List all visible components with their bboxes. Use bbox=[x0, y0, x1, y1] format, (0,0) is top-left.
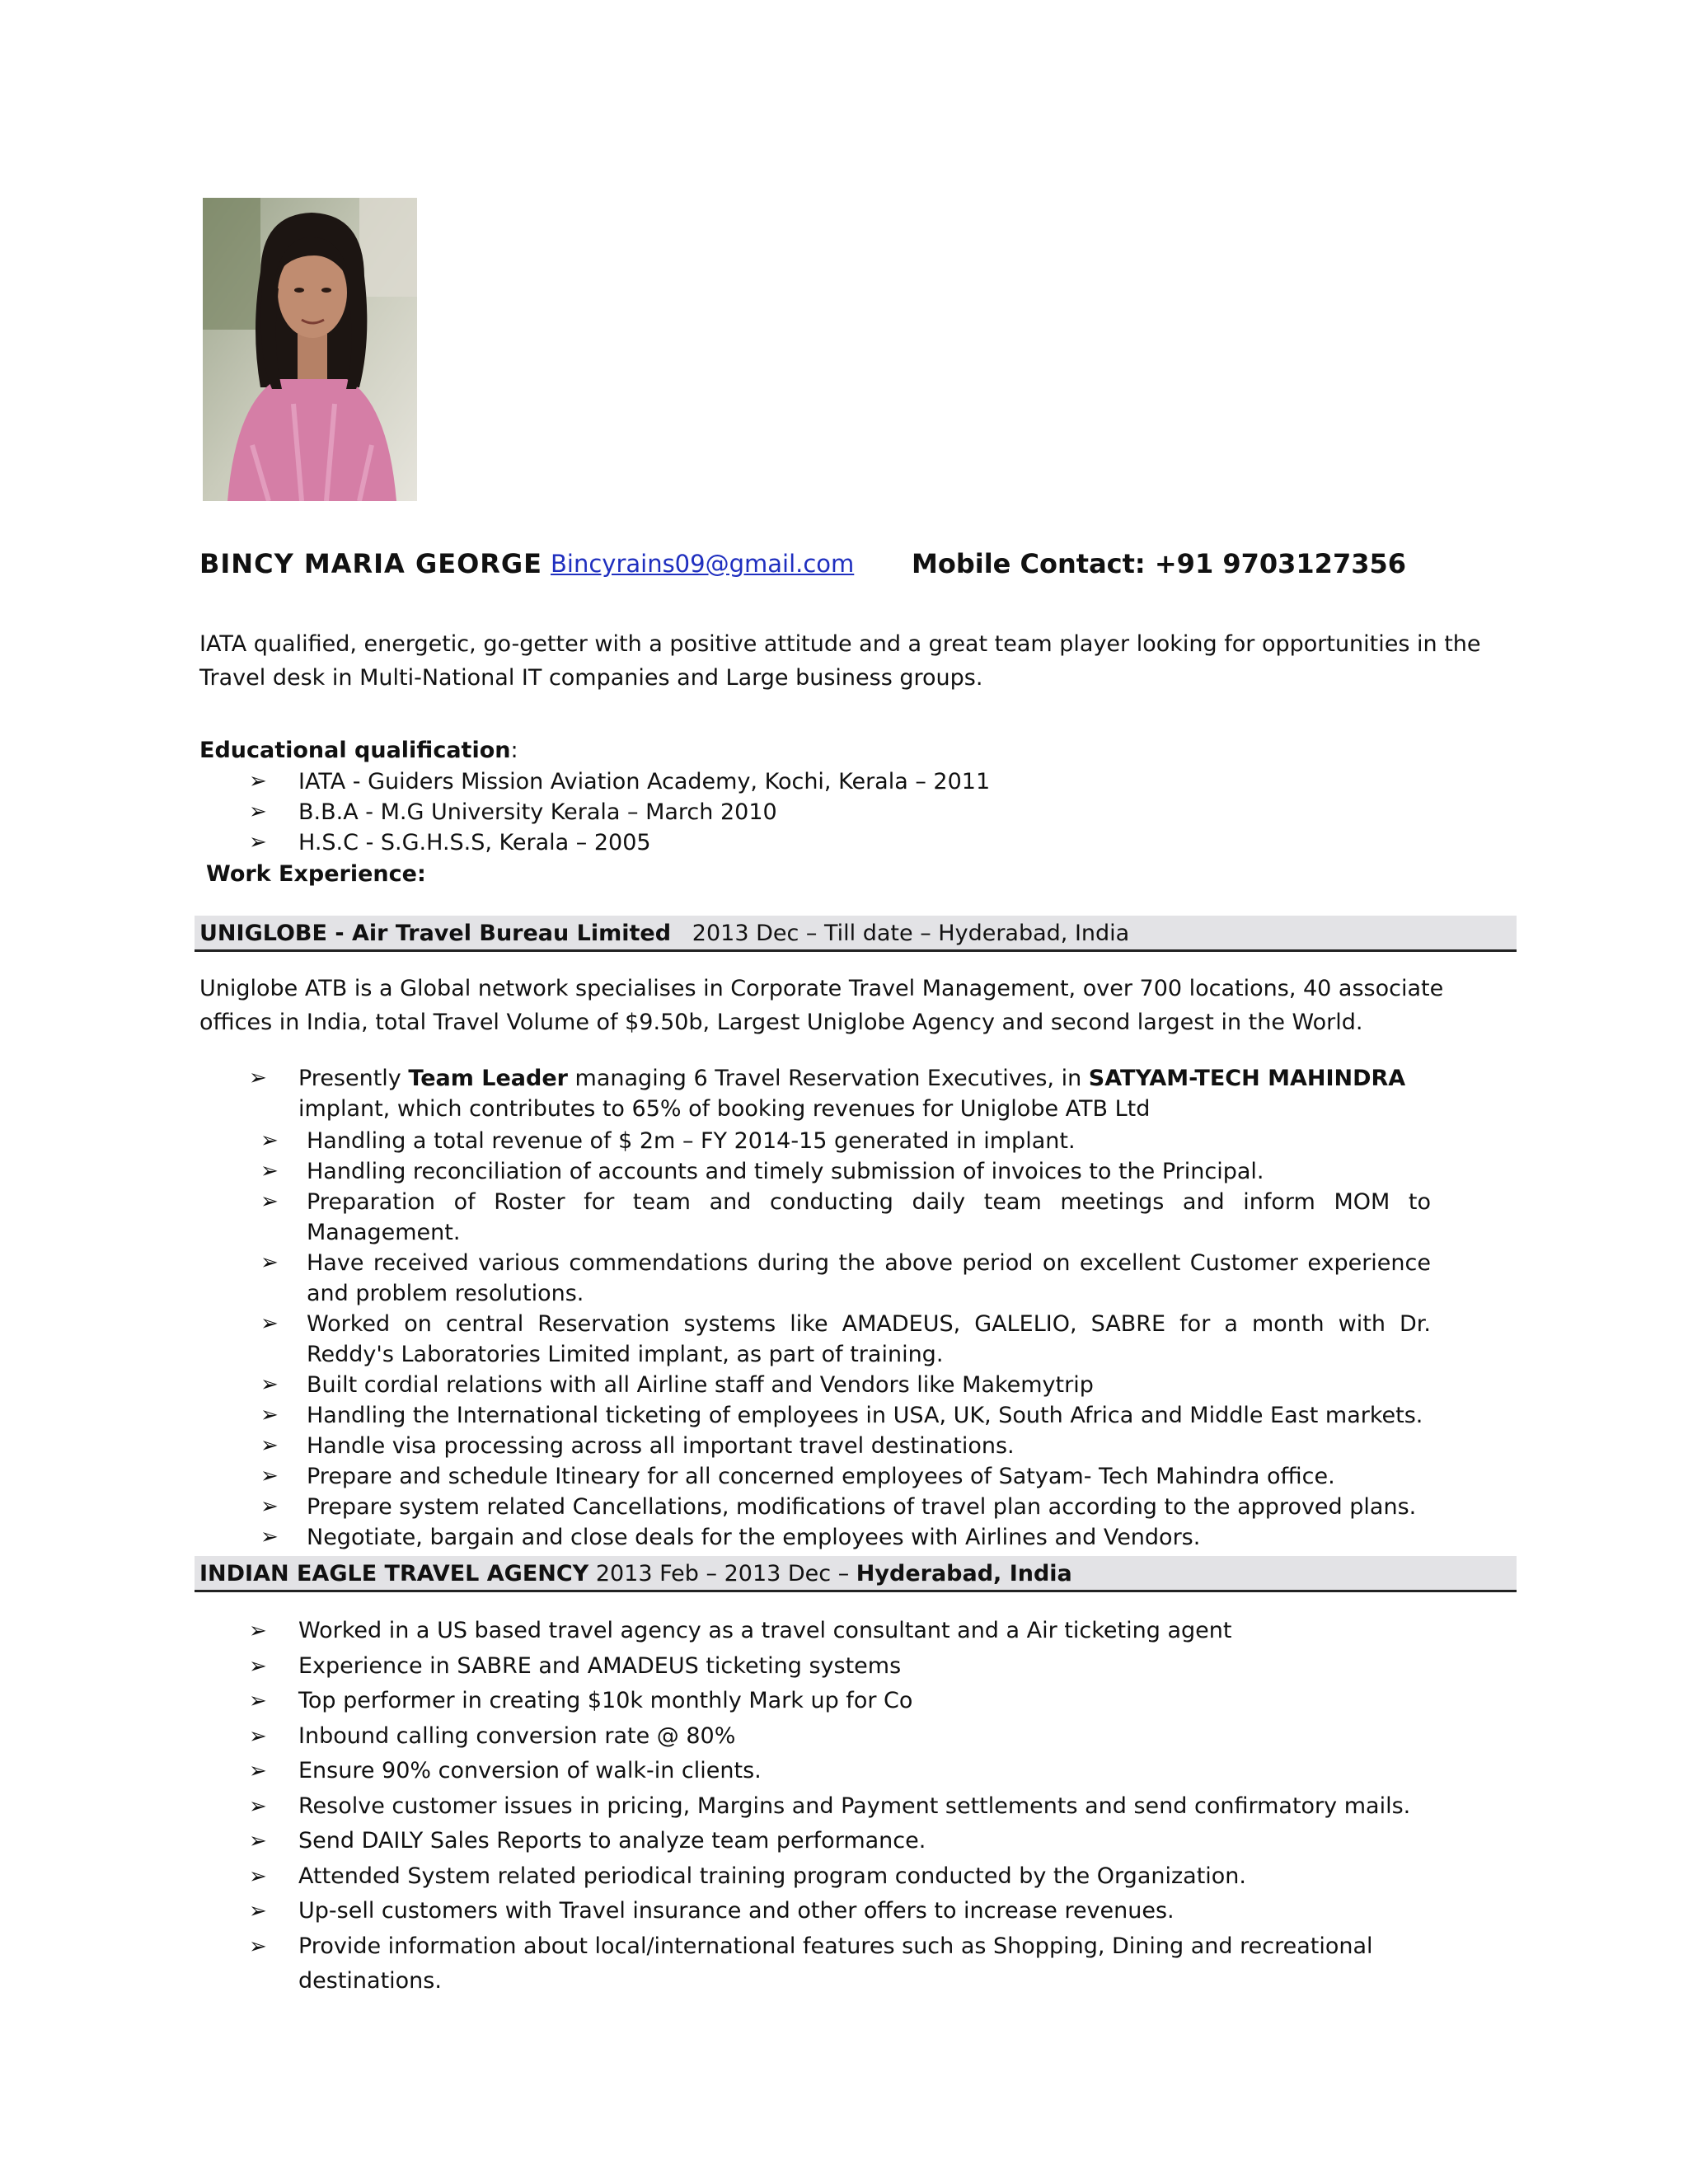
client-name: SATYAM-TECH MAHINDRA bbox=[1088, 1066, 1406, 1091]
list-item bbox=[260, 1431, 1431, 1461]
mobile-contact: Mobile Contact: +91 9703127356 bbox=[912, 548, 1406, 579]
bullet-arrow-icon: ➢ bbox=[260, 1464, 279, 1488]
bullet-arrow-icon: ➢ bbox=[260, 1250, 279, 1275]
list-item bbox=[249, 827, 990, 858]
bullet-arrow-icon: ➢ bbox=[249, 1066, 267, 1090]
responsibility-text: Handling reconciliation of accounts and timely submission of invoices to the Principal. bbox=[307, 1159, 1264, 1184]
education-title-colon: : bbox=[510, 738, 518, 763]
list-item bbox=[260, 1187, 1431, 1248]
responsibility-text: Resolve customer issues in pricing, Margins and Payment settlements and send confirmatory mails. bbox=[298, 1793, 1411, 1819]
bullet-arrow-icon: ➢ bbox=[260, 1494, 279, 1519]
education-item: IATA - Guiders Mission Aviation Academy, Kochi, Kerala – 2011 bbox=[298, 769, 991, 794]
list-item bbox=[249, 1684, 1469, 1719]
bullet-arrow-icon: ➢ bbox=[260, 1128, 279, 1153]
responsibility-text: Send DAILY Sales Reports to analyze team performance. bbox=[298, 1828, 926, 1854]
job1-responsibilities bbox=[249, 1063, 1436, 1124]
list-item bbox=[249, 1894, 1469, 1929]
list-item bbox=[249, 1614, 1469, 1649]
education-item: H.S.C - S.G.H.S.S, Kerala – 2005 bbox=[298, 830, 651, 855]
responsibility-text: Experience in SABRE and AMADEUS ticketing systems bbox=[298, 1652, 902, 1679]
responsibility-text: Ensure 90% conversion of walk-in clients. bbox=[298, 1758, 762, 1783]
responsibility-text: Top performer in creating $10k monthly Mark up for Co bbox=[298, 1688, 913, 1713]
job-location: Hyderabad, India bbox=[856, 1561, 1072, 1586]
list-item bbox=[249, 1929, 1469, 1999]
role-title: Team Leader bbox=[408, 1066, 568, 1091]
list-item bbox=[260, 1400, 1431, 1431]
portrait-image bbox=[203, 198, 417, 501]
bullet-arrow-icon: ➢ bbox=[260, 1159, 279, 1183]
job-period: 2013 Dec – Till date – Hyderabad, India bbox=[692, 921, 1130, 946]
job1-responsibilities-continued bbox=[260, 1126, 1431, 1553]
profile-photo bbox=[203, 198, 417, 501]
responsibility-text: Prepare system related Cancellations, modifications of travel plan according to the approved plans. bbox=[307, 1494, 1417, 1520]
education-list bbox=[249, 766, 991, 858]
responsibility-text: Provide information about local/international features such as Shopping, Dining and recreational destinations. bbox=[298, 1933, 1373, 1994]
bullet-arrow-icon: ➢ bbox=[260, 1433, 279, 1458]
bullet-arrow-icon: ➢ bbox=[260, 1372, 279, 1397]
job2-responsibilities bbox=[249, 1614, 1469, 1999]
list-item bbox=[249, 1859, 1469, 1895]
responsibility-text: Preparation of Roster for team and conducting daily team meetings and inform MOM to Management. bbox=[307, 1189, 1431, 1245]
list-item bbox=[249, 1789, 1469, 1825]
responsibility-text: Handling the International ticketing of employees in USA, UK, South Africa and Middle East markets. bbox=[307, 1403, 1423, 1428]
bullet-arrow-icon: ➢ bbox=[249, 1619, 267, 1643]
responsibility-text: Handle visa processing across all important travel destinations. bbox=[307, 1433, 1015, 1459]
list-item bbox=[260, 1248, 1431, 1309]
email-link[interactable]: Bincyrains09@gmail.com bbox=[551, 550, 855, 578]
bullet-arrow-icon: ➢ bbox=[249, 1829, 267, 1854]
bullet-arrow-icon: ➢ bbox=[249, 830, 267, 855]
list-item bbox=[260, 1522, 1431, 1553]
list-item bbox=[260, 1370, 1431, 1400]
bullet-arrow-icon: ➢ bbox=[260, 1189, 279, 1214]
responsibility-text: Up-sell customers with Travel insurance and other offers to increase revenues. bbox=[298, 1898, 1175, 1924]
item-text-mid: managing 6 Travel Reservation Executives, in bbox=[567, 1066, 1089, 1091]
bullet-arrow-icon: ➢ bbox=[249, 1793, 267, 1819]
bullet-arrow-icon: ➢ bbox=[249, 799, 267, 824]
company-description: Uniglobe ATB is a Global network specialises in Corporate Travel Management, over 700 locations, 40 associate offices in India, total Travel Volume of $9.50b, Largest Uniglobe Agency and second largest in the World. bbox=[199, 976, 1444, 1035]
list-item bbox=[249, 1754, 1469, 1789]
list-item bbox=[249, 1824, 1469, 1859]
item-text-pre: Presently bbox=[298, 1066, 409, 1091]
bullet-arrow-icon: ➢ bbox=[260, 1403, 279, 1427]
bullet-arrow-icon: ➢ bbox=[249, 1933, 267, 1959]
company-name: INDIAN EAGLE TRAVEL AGENCY bbox=[199, 1561, 589, 1586]
list-item bbox=[260, 1126, 1431, 1156]
list-item bbox=[249, 1719, 1469, 1755]
responsibility-text: Attended System related periodical training program conducted by the Organization. bbox=[298, 1863, 1246, 1889]
bullet-arrow-icon: ➢ bbox=[249, 1899, 267, 1924]
responsibility-text: Prepare and schedule Itineary for all concerned employees of Satyam- Tech Mahindra office. bbox=[307, 1464, 1335, 1489]
list-item bbox=[260, 1461, 1431, 1492]
responsibility-text: Inbound calling conversion rate @ 80% bbox=[298, 1722, 736, 1749]
list-item bbox=[260, 1309, 1431, 1370]
candidate-name: BINCY MARIA GEORGE bbox=[199, 548, 543, 579]
job-header-indian-eagle bbox=[195, 1556, 1517, 1592]
responsibility-text: Have received various commendations during the above period on excellent Customer experience and problem resolutions. bbox=[307, 1250, 1431, 1306]
bullet-arrow-icon: ➢ bbox=[249, 769, 267, 794]
responsibility-text: Worked in a US based travel agency as a travel consultant and a Air ticketing agent bbox=[298, 1618, 1232, 1643]
list-item bbox=[249, 797, 990, 827]
bullet-arrow-icon: ➢ bbox=[249, 1723, 267, 1749]
bullet-arrow-icon: ➢ bbox=[260, 1525, 279, 1549]
bullet-arrow-icon: ➢ bbox=[249, 1689, 267, 1713]
bullet-arrow-icon: ➢ bbox=[249, 1863, 267, 1889]
summary-paragraph: IATA qualified, energetic, go-getter with a positive attitude and a great team player looking for opportunities in the Travel desk in Multi-National IT companies and Large business groups. bbox=[199, 631, 1481, 691]
list-item bbox=[249, 1649, 1469, 1685]
list-item bbox=[249, 1063, 1436, 1124]
education-item: B.B.A - M.G University Kerala – March 2010 bbox=[298, 799, 777, 825]
bullet-arrow-icon: ➢ bbox=[260, 1311, 279, 1336]
list-item bbox=[249, 766, 991, 797]
bullet-arrow-icon: ➢ bbox=[249, 1759, 267, 1783]
job-period: 2013 Feb – 2013 Dec – bbox=[588, 1561, 856, 1586]
list-item bbox=[260, 1492, 1431, 1522]
bullet-arrow-icon: ➢ bbox=[249, 1653, 267, 1679]
work-experience-heading: Work Experience: bbox=[206, 861, 426, 887]
responsibility-text: Handling a total revenue of $ 2m – FY 2014-15 generated in implant. bbox=[307, 1128, 1076, 1154]
item-text-post: implant, which contributes to 65% of booking revenues for Uniglobe ATB Ltd bbox=[298, 1096, 1151, 1122]
list-item bbox=[260, 1156, 1431, 1187]
job-header-uniglobe bbox=[195, 916, 1517, 952]
responsibility-text: Built cordial relations with all Airline staff and Vendors like Makemytrip bbox=[307, 1372, 1094, 1398]
company-name: UNIGLOBE - Air Travel Bureau Limited bbox=[199, 921, 672, 946]
education-heading bbox=[199, 738, 518, 763]
responsibility-text: Negotiate, bargain and close deals for the employees with Airlines and Vendors. bbox=[307, 1525, 1201, 1550]
education-title-text: Educational qualification bbox=[199, 738, 511, 763]
responsibility-text: Worked on central Reservation systems like AMADEUS, GALELIO, SABRE for a month with Dr. Reddy's Laboratories Limited implant, as part of training. bbox=[307, 1311, 1431, 1367]
